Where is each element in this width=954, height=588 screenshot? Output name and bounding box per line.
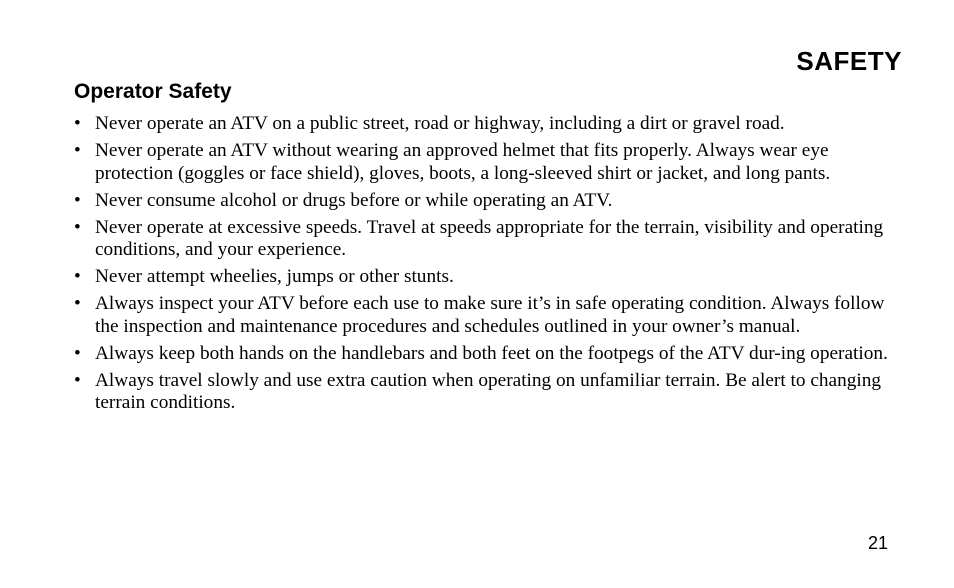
list-item — [74, 190, 906, 213]
list-item — [74, 140, 906, 185]
bullet-text: Never consume alcohol or drugs before or while operating an ATV. — [95, 189, 613, 211]
page-header: SAFETY — [796, 46, 902, 76]
safety-bullet-list — [74, 113, 906, 419]
list-item — [74, 370, 906, 415]
list-item — [74, 266, 906, 289]
list-item — [74, 113, 906, 136]
bullet-icon: • — [74, 266, 81, 287]
bullet-icon: • — [74, 369, 81, 391]
bullet-text: Always travel slowly and use extra caution when operating on unfamiliar terrain. Be alert to changing terrain conditions. — [95, 369, 881, 413]
list-item — [74, 343, 906, 366]
bullet-icon: • — [74, 216, 81, 238]
bullet-text: Always keep both hands on the handlebars and both feet on the footpegs of the ATV dur-ing operation. — [95, 342, 888, 364]
bullet-text: Never operate at excessive speeds. Travel at speeds appropriate for the terrain, visibility and operating conditions, and your experience. — [95, 216, 884, 260]
bullet-text: Never operate an ATV on a public street, road or highway, including a dirt or gravel road. — [95, 113, 785, 134]
list-item — [74, 293, 906, 338]
section-title: Operator Safety — [74, 80, 232, 103]
list-item — [74, 217, 906, 262]
page-number: 21 — [867, 533, 888, 553]
bullet-text: Never attempt wheelies, jumps or other stunts. — [95, 266, 454, 287]
bullet-icon: • — [74, 293, 81, 314]
bullet-icon: • — [74, 113, 81, 134]
bullet-text: Never operate an ATV without wearing an approved helmet that fits properly. Always wear eye protection (goggles or face shield), gloves, boots, a long-sleeved shirt or jacket, and long pants. — [95, 140, 831, 184]
bullet-icon: • — [74, 342, 81, 364]
bullet-text: Always inspect your ATV before each use to make sure it’s in safe operating condition. Always follow the inspection and maintenance procedures and schedules outlined in your owner’s manual. — [95, 293, 885, 337]
bullet-icon: • — [74, 140, 81, 161]
bullet-icon: • — [74, 189, 81, 211]
